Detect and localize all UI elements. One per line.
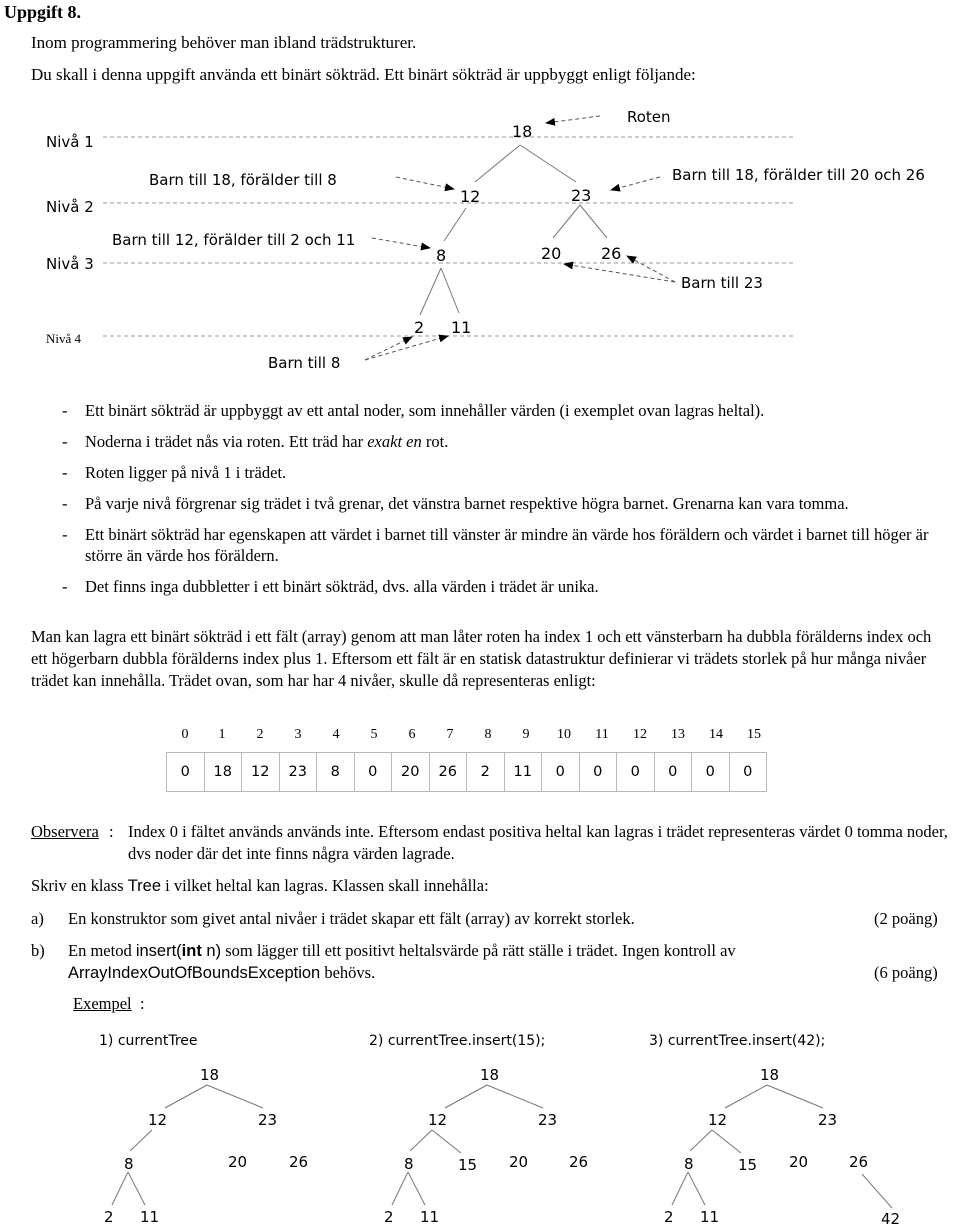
array-cell: 8: [317, 753, 355, 792]
observera-label: Observera: [31, 822, 99, 841]
array-index: 4: [332, 727, 340, 742]
array-cell: 0: [654, 753, 692, 792]
annotation-children-8: Barn till 8: [268, 354, 341, 372]
annotation-root: Roten: [627, 108, 671, 126]
annotation-node-8: Barn till 12, förälder till 2 och 11: [112, 231, 356, 249]
ex3-node-12: 12: [708, 1111, 728, 1129]
edge-12-8: [444, 208, 466, 241]
array-cell: 0: [354, 753, 392, 792]
ex2-edge-12-15: [432, 1130, 461, 1153]
ex3-node-15: 15: [738, 1156, 758, 1174]
level-label-1: Nivå 1: [46, 133, 94, 151]
array-cell: 11: [504, 753, 542, 792]
ex2-node-11: 11: [420, 1208, 440, 1226]
property-list: [62, 400, 942, 607]
arrow-node-8: [372, 238, 430, 248]
intro-line-2: Du skall i denna uppgift använda ett binärt sökträd. Ett binärt sökträd är uppbyggt enligt följande:: [31, 65, 696, 84]
node-8: 8: [436, 246, 447, 265]
exempel-heading: Exempel: [73, 994, 132, 1013]
observera-text: Index 0 i fältet används används inte. Eftersom endast positiva heltal kan lagras i trädet representeras värdet 0 tomma noder, dvs noder där det inte finns några värden lagrade.: [128, 822, 948, 863]
annotation-right-child: Barn till 18, förälder till 20 och 26: [672, 166, 925, 184]
ex3-node-8: 8: [684, 1155, 694, 1173]
array-cell: 0: [692, 753, 730, 792]
node-23: 23: [571, 186, 592, 205]
ex3-node-23: 23: [818, 1111, 838, 1129]
ex3-edge-8-11: [688, 1172, 705, 1205]
node-20: 20: [541, 244, 562, 263]
points-b: (6 poäng): [874, 963, 938, 982]
ex2-node-23: 23: [538, 1111, 558, 1129]
array-index: 6: [408, 727, 416, 742]
list-item: - Roten ligger på nivå 1 i trädet.: [62, 463, 287, 482]
ex2-edge-18-23: [487, 1085, 543, 1108]
ex1-node-18: 18: [200, 1066, 220, 1084]
arrow-8-to-2: [365, 337, 412, 360]
exempel-colon: :: [140, 994, 145, 1013]
ex3-edge-18-12: [725, 1085, 767, 1108]
list-item: - På varje nivå förgrenar sig trädet i två grenar, det vänstra barnet respektive högra barnet. Grenarna kan vara tomma.: [62, 494, 849, 513]
array-index: 0: [181, 727, 189, 742]
edge-18-12: [475, 145, 520, 182]
edge-23-26: [580, 205, 607, 238]
bst-diagram: [0, 100, 960, 380]
ex1-node-20: 20: [228, 1153, 248, 1171]
array-index: 1: [218, 727, 226, 742]
array-index: 12: [633, 727, 647, 742]
ex1-edge-18-12: [165, 1085, 207, 1108]
array-index: 8: [484, 727, 492, 742]
list-item: - Det finns inga dubbletter i ett binärt sökträd, dvs. alla värden i trädet är unika.: [62, 577, 599, 596]
node-2: 2: [414, 318, 425, 337]
example-label-2: 2) currentTree.insert(15);: [369, 1033, 546, 1049]
annotation-left-child: Barn till 18, förälder till 8: [149, 171, 337, 189]
arrow-left-child: [396, 177, 454, 189]
points-a: (2 poäng): [874, 909, 938, 928]
array-index: 11: [595, 727, 609, 742]
node-26: 26: [601, 244, 622, 263]
list-item: - Noderna i trädet nås via roten. Ett träd har exakt en rot.: [62, 432, 449, 451]
edge-23-20: [553, 205, 580, 238]
array-index: 9: [522, 727, 530, 742]
table-row: [167, 753, 767, 792]
code-tree: Tree: [127, 877, 162, 895]
ex1-node-26: 26: [289, 1153, 309, 1171]
array-cell: 0: [617, 753, 655, 792]
node-11: 11: [451, 318, 472, 337]
ex1-edge-12-8: [130, 1130, 152, 1151]
ex3-edge-12-15: [712, 1130, 741, 1153]
array-cell: 0: [729, 753, 767, 792]
array-index: 13: [671, 727, 685, 742]
array-cell: 2: [467, 753, 505, 792]
ex2-node-2: 2: [384, 1208, 394, 1226]
ex3-node-18: 18: [760, 1066, 780, 1084]
array-index: 5: [370, 727, 378, 742]
ex2-edge-8-2: [392, 1172, 408, 1205]
ex1-node-11: 11: [140, 1208, 160, 1226]
level-label-2: Nivå 2: [46, 198, 94, 216]
arrow-23-to-20: [564, 264, 675, 282]
example-label-1: 1) currentTree: [99, 1033, 198, 1049]
ex2-node-12: 12: [428, 1111, 448, 1129]
ex1-edge-18-23: [207, 1085, 263, 1108]
class-task: Skriv en klass Tree i vilket heltal kan lagras. Klassen skall innehålla:: [31, 876, 489, 895]
array-cell: 20: [392, 753, 430, 792]
example-trees: [0, 1025, 960, 1226]
ex2-node-26: 26: [569, 1153, 589, 1171]
observera-colon: :: [109, 822, 114, 841]
edge-8-11: [441, 268, 459, 313]
array-paragraph: Man kan lagra ett binärt sökträd i ett fält (array) genom att man låter roten ha index 1 och ett vänsterbarn ha dubbla förälderns index och ett högerbarn dubbla förälderns index plus 1. Eftersom ett fält är en statisk datastruktur definierar vi trädets storlek på hur många nivåer trädet kan innehålla. Trädet ovan, som har har 4 nivåer, skulle då representeras enligt:: [31, 627, 932, 690]
array-cell: 0: [542, 753, 580, 792]
ex2-edge-8-11: [408, 1172, 425, 1205]
level-label-4: Nivå 4: [46, 331, 82, 346]
ex1-node-2: 2: [104, 1208, 114, 1226]
array-cell: 0: [167, 753, 205, 792]
ex3-node-2: 2: [664, 1208, 674, 1226]
arrow-root: [546, 116, 600, 123]
ex3-node-26: 26: [849, 1153, 869, 1171]
array-index: 14: [709, 727, 723, 742]
ex2-node-8: 8: [404, 1155, 414, 1173]
ex3-node-20: 20: [789, 1153, 809, 1171]
array-cell: 18: [204, 753, 242, 792]
array-table: [166, 752, 767, 792]
annotation-children-23: Barn till 23: [681, 274, 763, 292]
intro-line-1: Inom programmering behöver man ibland trädstrukturer.: [31, 33, 417, 52]
array-index: 15: [747, 727, 761, 742]
ex1-node-23: 23: [258, 1111, 278, 1129]
array-index: 3: [294, 727, 302, 742]
ex3-edge-26-42: [862, 1174, 892, 1208]
ex3-edge-8-2: [672, 1172, 688, 1205]
node-12: 12: [460, 187, 481, 206]
ex2-node-18: 18: [480, 1066, 500, 1084]
array-cell: 23: [279, 753, 317, 792]
ex3-node-11: 11: [700, 1208, 720, 1226]
array-index: 2: [256, 727, 264, 742]
ex1-node-12: 12: [148, 1111, 168, 1129]
arrow-8-to-11: [365, 336, 448, 360]
task-title: Uppgift 8.: [4, 2, 82, 22]
ex2-edge-12-8: [410, 1130, 432, 1151]
node-18: 18: [512, 122, 533, 141]
ex3-edge-12-8: [690, 1130, 712, 1151]
array-cell: 0: [579, 753, 617, 792]
ex3-edge-18-23: [767, 1085, 823, 1108]
edge-8-2: [420, 268, 441, 315]
example-label-3: 3) currentTree.insert(42);: [649, 1033, 826, 1049]
list-item: - Ett binärt sökträd har egenskapen att värdet i barnet till vänster är mindre än värde hos föräldern och värdet i barnet till höger är större än värde hos föräldern.: [62, 525, 929, 565]
list-item: - Ett binärt sökträd är uppbyggt av ett antal noder, som innehåller värden (i exemplet ovan lagras heltal).: [62, 401, 765, 420]
ex2-node-20: 20: [509, 1153, 529, 1171]
ex2-edge-18-12: [445, 1085, 487, 1108]
array-index: 10: [557, 727, 571, 742]
ex1-edge-8-11: [128, 1172, 145, 1205]
ex1-edge-8-2: [112, 1172, 128, 1205]
ex2-node-15: 15: [458, 1156, 478, 1174]
edge-18-23: [520, 145, 576, 182]
ex3-node-42: 42: [881, 1210, 901, 1226]
array-cell: 26: [429, 753, 467, 792]
ex1-node-8: 8: [124, 1155, 134, 1173]
array-index: 7: [446, 727, 454, 742]
array-cell: 12: [242, 753, 280, 792]
arrow-right-child: [611, 177, 660, 190]
level-label-3: Nivå 3: [46, 255, 94, 273]
